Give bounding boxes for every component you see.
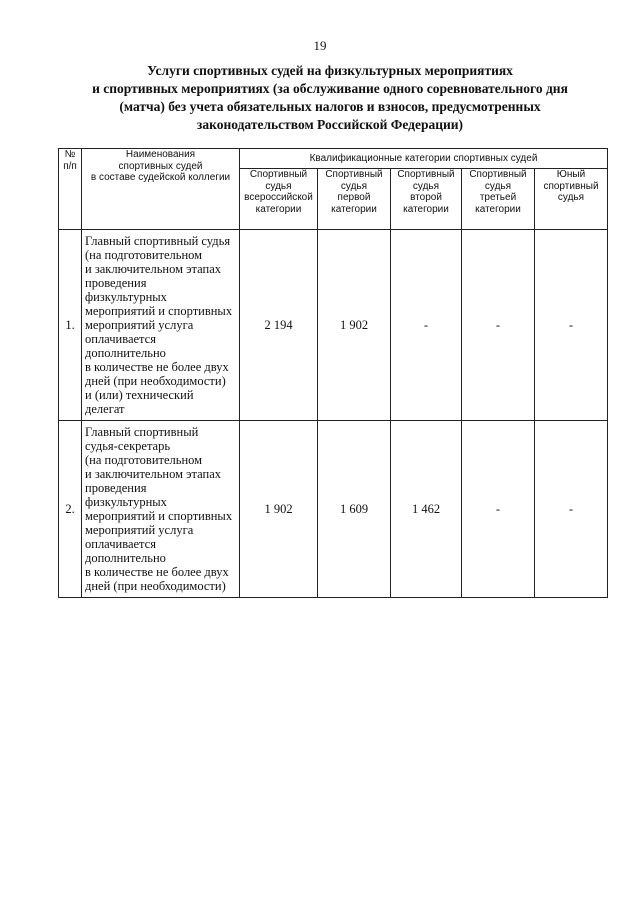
judge-name-cell: Главный спортивный судья (на подготовительном и заключительном этапах проведения физкультурных мероприятий и спортивных мероприятий услуга оплачивается дополнительно в количестве не более двух дней (при необходимости) и (или) технический делегат xyxy=(82,230,240,421)
document-title xyxy=(60,62,600,134)
table-row xyxy=(59,230,608,421)
header-category-second: Спортивный судья второй категории xyxy=(391,169,462,230)
page-number: 19 xyxy=(313,38,327,53)
judges-fee-table xyxy=(58,148,608,598)
header-category-third: Спортивный судья третьей категории xyxy=(462,169,535,230)
table-row xyxy=(59,421,608,598)
header-row-group xyxy=(59,149,608,169)
fee-third: - xyxy=(462,421,535,598)
header-category-youth: Юный спортивный судья xyxy=(535,169,608,230)
fee-all-russian: 2 194 xyxy=(240,230,318,421)
judge-name-cell: Главный спортивный судья-секретарь (на подготовительном и заключительном этапах проведения физкультурных мероприятий и спортивных мероприятий услуга оплачивается дополнительно в количестве не более двух дней (при необходимости) xyxy=(82,421,240,598)
title-line: (матча) без учета обязательных налогов и взносов, предусмотренных xyxy=(119,99,541,114)
header-category-all-russian: Спортивный судья всероссийской категории xyxy=(240,169,318,230)
fee-third: - xyxy=(462,230,535,421)
header-number: № п/п xyxy=(59,149,82,230)
fee-second: - xyxy=(391,230,462,421)
fee-second: 1 462 xyxy=(391,421,462,598)
row-number: 1. xyxy=(59,230,82,421)
header-judge-name: Наименования спортивных судей в составе судейской коллегии xyxy=(82,149,240,230)
fee-all-russian: 1 902 xyxy=(240,421,318,598)
row-number: 2. xyxy=(59,421,82,598)
fee-youth: - xyxy=(535,230,608,421)
fee-first: 1 609 xyxy=(318,421,391,598)
title-line: Услуги спортивных судей на физкультурных мероприятиях xyxy=(147,63,513,78)
fee-youth: - xyxy=(535,421,608,598)
header-category-first: Спортивный судья первой категории xyxy=(318,169,391,230)
fee-first: 1 902 xyxy=(318,230,391,421)
title-line: и спортивных мероприятиях (за обслуживание одного соревновательного дня xyxy=(92,81,568,96)
title-line: законодательством Российской Федерации) xyxy=(196,117,464,132)
header-qualification-group: Квалификационные категории спортивных судей xyxy=(240,149,608,169)
